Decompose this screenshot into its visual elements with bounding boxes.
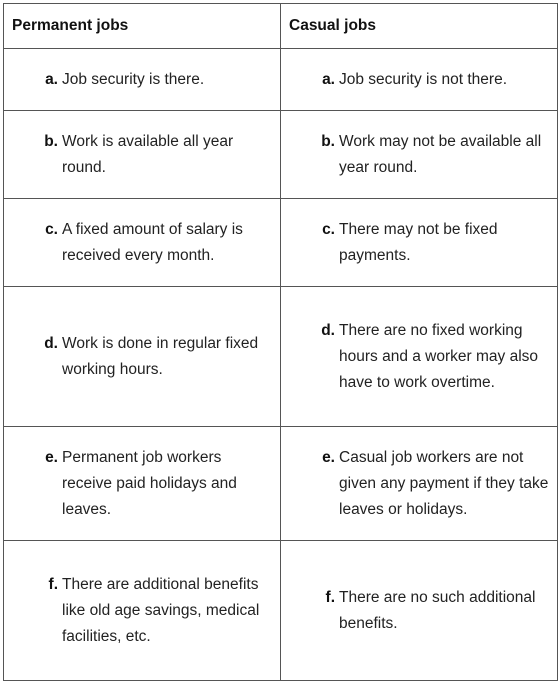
permanent-cell (4, 111, 281, 199)
casual-cell (281, 427, 558, 541)
permanent-cell (4, 541, 281, 681)
item-letter: e. (45, 448, 58, 466)
permanent-cell (4, 49, 281, 111)
item-text: Job security is not there. (339, 70, 507, 88)
item-text: A fixed amount of salary is received every month. (62, 220, 243, 264)
item-letter: c. (322, 220, 335, 238)
item-text: There are no such additional benefits. (339, 588, 536, 632)
item-text: Job security is there. (62, 70, 205, 88)
item-text: Work is done in regular fixed working hours. (62, 334, 259, 378)
header-permanent-jobs: Permanent jobs (4, 4, 281, 49)
item-text: There are no fixed working hours and a worker may also have to work overtime. (339, 321, 539, 391)
item-text: Work may not be available all year round. (339, 132, 542, 176)
casual-cell (281, 287, 558, 427)
item-letter: f. (325, 588, 335, 606)
item-text: There are additional benefits like old age savings, medical facilities, etc. (62, 575, 260, 645)
casual-cell (281, 49, 558, 111)
table-row (4, 111, 558, 199)
table-row (4, 49, 558, 111)
permanent-cell (4, 427, 281, 541)
comparison-table (3, 3, 558, 681)
item-letter: b. (44, 132, 58, 150)
item-letter: a. (322, 70, 335, 88)
header-row (4, 4, 558, 49)
table-row (4, 541, 558, 681)
permanent-cell (4, 199, 281, 287)
casual-cell (281, 199, 558, 287)
item-letter: e. (322, 448, 335, 466)
item-text: Work is available all year round. (62, 132, 234, 176)
table-row (4, 427, 558, 541)
item-text: Casual job workers are not given any payment if they take leaves or holidays. (339, 448, 549, 518)
permanent-cell (4, 287, 281, 427)
item-letter: c. (45, 220, 58, 238)
item-text: There may not be fixed payments. (339, 220, 498, 264)
item-text: Permanent job workers receive paid holidays and leaves. (62, 448, 237, 518)
header-casual-jobs: Casual jobs (281, 4, 558, 49)
table-row (4, 287, 558, 427)
item-letter: d. (321, 321, 335, 339)
casual-cell (281, 111, 558, 199)
casual-cell (281, 541, 558, 681)
table-row (4, 199, 558, 287)
item-letter: a. (45, 70, 58, 88)
item-letter: b. (321, 132, 335, 150)
item-letter: f. (48, 575, 58, 593)
item-letter: d. (44, 334, 58, 352)
